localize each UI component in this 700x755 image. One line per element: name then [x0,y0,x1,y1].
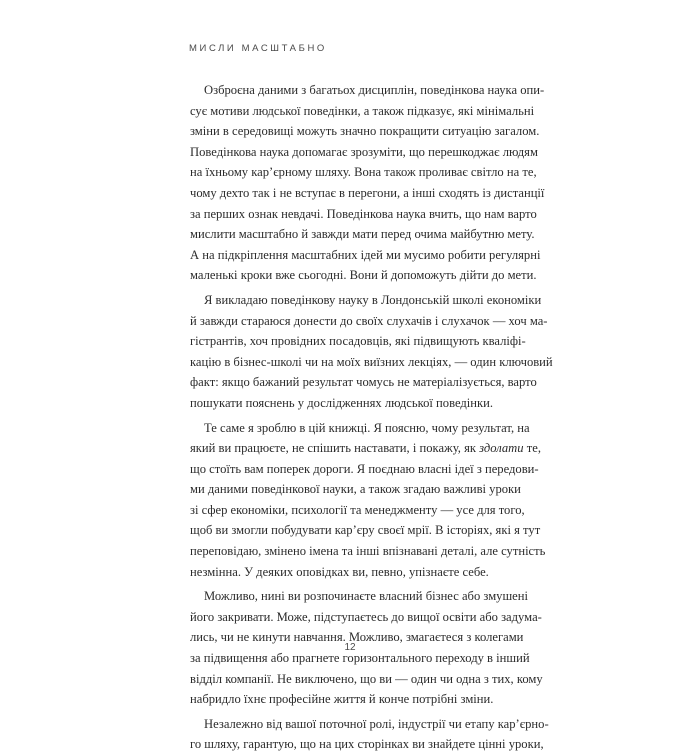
text-line: переповідаю, змінено імена та інші впізнавані деталі, але сутність [190,544,546,559]
paragraph-3 [190,418,546,583]
text-line: за перших ознак невдачі. Поведінкова наука вчить, що нам варто [190,206,537,221]
text-line: зі сфер економіки, психології та менеджменту — усе для того, [190,502,525,517]
text-line: ми даними поведінкової науки, а також згадаю важливі уроки [190,482,521,497]
text-line: зміни в середовищі можуть значно покращити ситуацію загалом. [190,124,540,139]
running-head: МИСЛИ МАСШТАБНО [189,43,327,54]
text-line: набридло їхнє професійне життя й конче потрібні зміни. [190,692,494,707]
text-line: Незалежно від вашої поточної ролі, індустрії чи етапу кар’єрно- [204,716,549,731]
text-line: Я викладаю поведінкову науку в Лондонській школі економіки [204,292,542,307]
text-line: Озброєна даними з багатьох дисциплін, поведінкова наука опи- [204,83,545,97]
text-line: на їхньому кар’єрному шляху. Вона також проливає світло на те, [190,165,537,180]
text-line: й завжди стараюся донести до своїх слухачів і слухачок — хоч ма- [190,313,548,328]
text-line: кацію в бізнес-школі чи на моїх виїзних лекціях, — один ключовий [190,354,553,369]
text-line: який ви працюєте, не спішить наставати, і покажу, як здолати те, [190,441,541,456]
emphasis: здолати [479,441,524,456]
text-line: сує мотиви людської поведінки, а також підказує, які мінімальні [190,103,535,118]
text-line: маленькі кроки вже сьогодні. Вони й допоможуть дійти до мети. [190,268,537,283]
text-line: Поведінкова наука допомагає зрозуміти, що перешкоджає людям [190,144,538,159]
paragraph-5 [190,714,549,755]
text-line: чому дехто так і не вступає в перегони, а інші сходять із дистанції [190,185,545,200]
text-line: гістрантів, хоч провідних посадовців, які підвищують кваліфі- [190,334,526,349]
text-line: лись, чи не кинути навчання. Можливо, змагаєтеся з колегами [190,630,524,645]
text-line: незмінна. У деяких оповідках ви, певно, упізнаєте себе. [190,564,489,579]
page-number: 12 [344,642,356,653]
text-line: його закривати. Може, підступаєтесь до вищої освіти або задума- [190,609,542,624]
text-line: пошукати пояснень у дослідженнях людської поведінки. [190,395,494,410]
text-line: що стоїть вам поперек дороги. Я поєднаю власні ідеї з передови- [190,461,539,476]
text-line: щоб ви змогли побудувати кар’єру своєї мрії. В історіях, які я тут [190,523,541,538]
text-line: факт: якщо бажаний результат чомусь не матеріалізується, варто [190,375,537,390]
body-text [190,80,553,755]
text-line: Можливо, нині ви розпочинаєте власний бізнес або змушені [204,589,528,604]
text-line: го шляху, гарантую, що на цих сторінках ви знайдете цінні уроки, [190,737,544,752]
text-line: А на підкріплення масштабних ідей ми мусимо робити регулярні [190,247,541,262]
text-line: відділ компанії. Не виключено, що ви — один чи одна з тих, кому [190,671,543,686]
text-line: мислити масштабно й завжди мати перед очима майбутню мету. [190,227,535,242]
text-line: Те саме я зроблю в цій книжці. Я поясню, чому результат, на [204,420,530,435]
text-line: за підвищення або прагнете горизонтального переходу в інший [190,651,530,666]
paragraph-1 [190,80,545,286]
paragraph-2 [190,290,553,414]
